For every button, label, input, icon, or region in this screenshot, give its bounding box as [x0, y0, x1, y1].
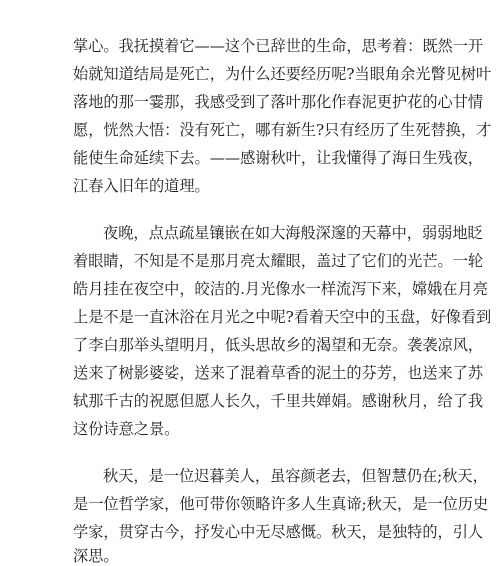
text-line: 送来了树影婆娑，送来了混着草香的泥土的芬芳，也送来了苏 — [73, 364, 484, 382]
text-line: 了李白那举头望明月，低头思故乡的渴望和无奈。袭袭凉风， — [73, 336, 484, 354]
text-line: 落地的那一霎那，我感受到了落叶那化作春泥更护花的心甘情 — [73, 93, 484, 111]
text-line: 江春入旧年的道理。 — [73, 177, 210, 195]
text-line: 皓月挂在夜空中，皎洁的.月光像水一样流泻下来，嫦娥在月亮 — [73, 280, 488, 298]
text-line: 深思。 — [73, 547, 119, 565]
text-line: 始就知道结局是死亡，为什么还要经历呢?当眼角余光瞥见树叶 — [73, 65, 492, 83]
text-line: 这份诗意之景。 — [73, 420, 180, 438]
text-line: 轼那千古的祝愿但愿人长久，千里共婵娟。感谢秋月，给了我 — [73, 392, 484, 410]
text-line: 能使生命延续下去。——感谢秋叶，让我懂得了海日生残夜， — [73, 149, 484, 167]
text-line: 夜晚，点点疏星镶嵌在如大海般深邃的天幕中，弱弱地眨 — [103, 224, 483, 242]
text-line: 上是不是一直沐浴在月光之中呢?看着天空中的玉盘，好像看到 — [73, 308, 492, 326]
text-line: 愿，恍然大悟：没有死亡，哪有新生?只有经历了生死替换，才 — [73, 121, 492, 139]
text-line: 秋天，是一位迟暮美人，虽容颜老去，但智慧仍在;秋天， — [103, 467, 488, 485]
text-line: 是一位哲学家，他可带你领略许多人生真谛;秋天，是一位历史 — [73, 495, 489, 513]
text-line: 掌心。我抚摸着它——这个已辞世的生命，思考着：既然一开 — [73, 37, 484, 55]
text-line: 着眼睛，不知是不是那月亮太耀眼，盖过了它们的光芒。一轮 — [73, 252, 484, 270]
text-line: 学家，贯穿古今，抒发心中无尽感慨。秋天，是独特的，引人 — [73, 523, 484, 541]
